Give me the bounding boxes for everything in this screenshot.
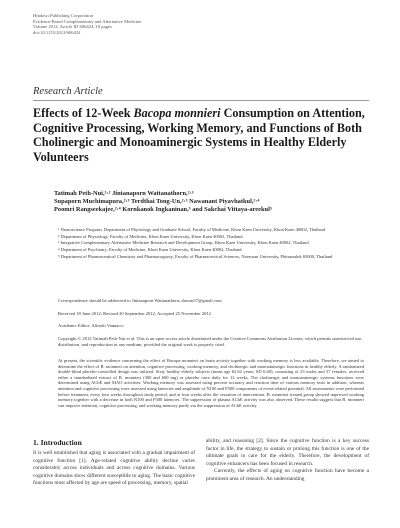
affiliation-list xyxy=(58,227,364,260)
author-list xyxy=(54,190,364,215)
author-line: Poomri Rangseekajee,²·⁴ Kornkanok Ingkaninan,⁵ and Sakchai Vittaya-areekul⁵ xyxy=(54,206,272,214)
author-line: Supaporn Muchimapura,²·³ Terdthai Tong-Un,²·³ Nawanant Piyavhatkul,²·⁴ xyxy=(54,198,260,206)
affiliation: ³ Integrative Complementary Alternative Medicine Research and Development Group, Khon Kaen University, Khon Kaen 40002, Thailand xyxy=(58,240,309,246)
title-part: Consumption on Attention, Cognitive Processing, Working Memory, and Functions of Both Cholinergic and Monoaminergic Systems in Healthy Elderly Volunteers xyxy=(33,106,365,164)
left-column xyxy=(33,450,195,488)
affiliation: ¹ Neuroscience Program, Department of Physiology and Graduate School, Faculty of Medicine, Khon Kaen University, Khon Kaen 40002, Thailand xyxy=(58,227,326,232)
abstract: At present, the scientific evidence concerning the effect of Bacopa monnieri on brain activity together with working memory is less available. Therefore, we aimed to determine the effect of B. monnieri on attention, cognitive processing, working memory, and cholinergic and monoaminergic functions in healthy elderly. A randomized double-blind placebo-controlled design was utilized. Sixty healthy elderly subjects (mean age 62.62 years; SD 6.60), consisting of 23 males and 37 females, received either a standardized extract of B. monnieri (300 and 600 mg) or placebo once daily for 12 weeks. The cholinergic and monoaminergic systems functions were determined using AChE and MAO activities. Working memory was assessed using percent accuracy and reaction time of various memory tests in addition, whereas attention and cognitive processing were assessed using latencies and amplitude of N100 and P300 components of event-related potential. All assessments were performed before treatment, every four weeks throughout study period, and at four weeks after the cessation of intervention. B. monnieri treated group showed improved working memory together with a decrease in both N100 and P300 latencies. The suppression of plasma AChE activity was also observed. These results suggest that B. monnieri can improve attention, cognitive processing, and working memory partly via the suppression of AChE activity. xyxy=(58,358,364,408)
academic-editor: Academic Editor: Alfredo Vannacci xyxy=(58,323,124,328)
correspondence: Correspondence should be addressed to Jintanaporn Wattanathorn; dawan57@gmail.com xyxy=(58,298,222,303)
section-heading: 1. Introduction xyxy=(33,438,82,447)
body-paragraph: Currently, the effects of aging on cognitive function have become a prominent area of research. An understanding xyxy=(206,468,369,482)
article-type: Research Article xyxy=(33,86,103,97)
volume-line: Volume 2012, Article ID 606424, 10 pages xyxy=(33,24,112,30)
affiliation: ² Department of Physiology, Faculty of Medicine, Khon Kaen University, Khon Kaen 40002, Thailand xyxy=(58,233,243,239)
right-column xyxy=(206,438,369,483)
publication-dates: Received 18 June 2012; Revised 20 September 2012; Accepted 25 November 2012 xyxy=(58,311,211,316)
journal-name: Evidence-Based Complementary and Alternative Medicine xyxy=(33,18,142,24)
author-line: Tatimah Peth-Nui,¹·² Jintanaporn Wattanathorn,²·³ xyxy=(54,190,194,197)
copyright-notice: Copyright © 2012 Tatimah Peth-Nui et al. This is an open access article distributed under the Creative Commons Attribution License, which permits unrestricted use, distribution, and reproduction in any medium, provided the original work is properly cited. xyxy=(58,336,363,347)
body-paragraph: It is well established that aging is associated with a gradual impairment of cognitive function [1]. Age-related cognitive ability decline varies considerably across individuals and across cognitive domains. Various cognitive domains show different susceptible to aging. The basic cognitive functions most affected by age are speed of processing, memory, spatial xyxy=(33,450,195,486)
publisher-line: Hindawi Publishing Corporation xyxy=(33,13,93,18)
journal-header xyxy=(33,13,253,35)
affiliation: ⁴ Department of Psychiatry, Faculty of Medicine, Khon Kaen University, Khon Kaen 40002, Thailand xyxy=(58,247,242,253)
body-paragraph: ability, and reasoning [2]. Since the cognitive function is a key success factor in life, the strategy to sustain or prolong this function is one of the ultimate goals in care for the elderly. Therefore, the development of cognitive enhancers has been focused in research. xyxy=(206,438,369,467)
paper-title xyxy=(33,106,369,164)
affiliation: ⁵ Department of Pharmaceutical Chemistry and Pharmacognosy, Faculty of Pharmaceutical Sciences, Naresuan University, Phitsanulok 65000, Thailand xyxy=(58,253,333,259)
title-species: Bacopa monnieri xyxy=(133,106,221,120)
doi-line: doi:10.1155/2012/606424 xyxy=(33,29,81,35)
title-part: Effects of 12-Week xyxy=(33,106,134,120)
header-divider xyxy=(33,100,369,101)
